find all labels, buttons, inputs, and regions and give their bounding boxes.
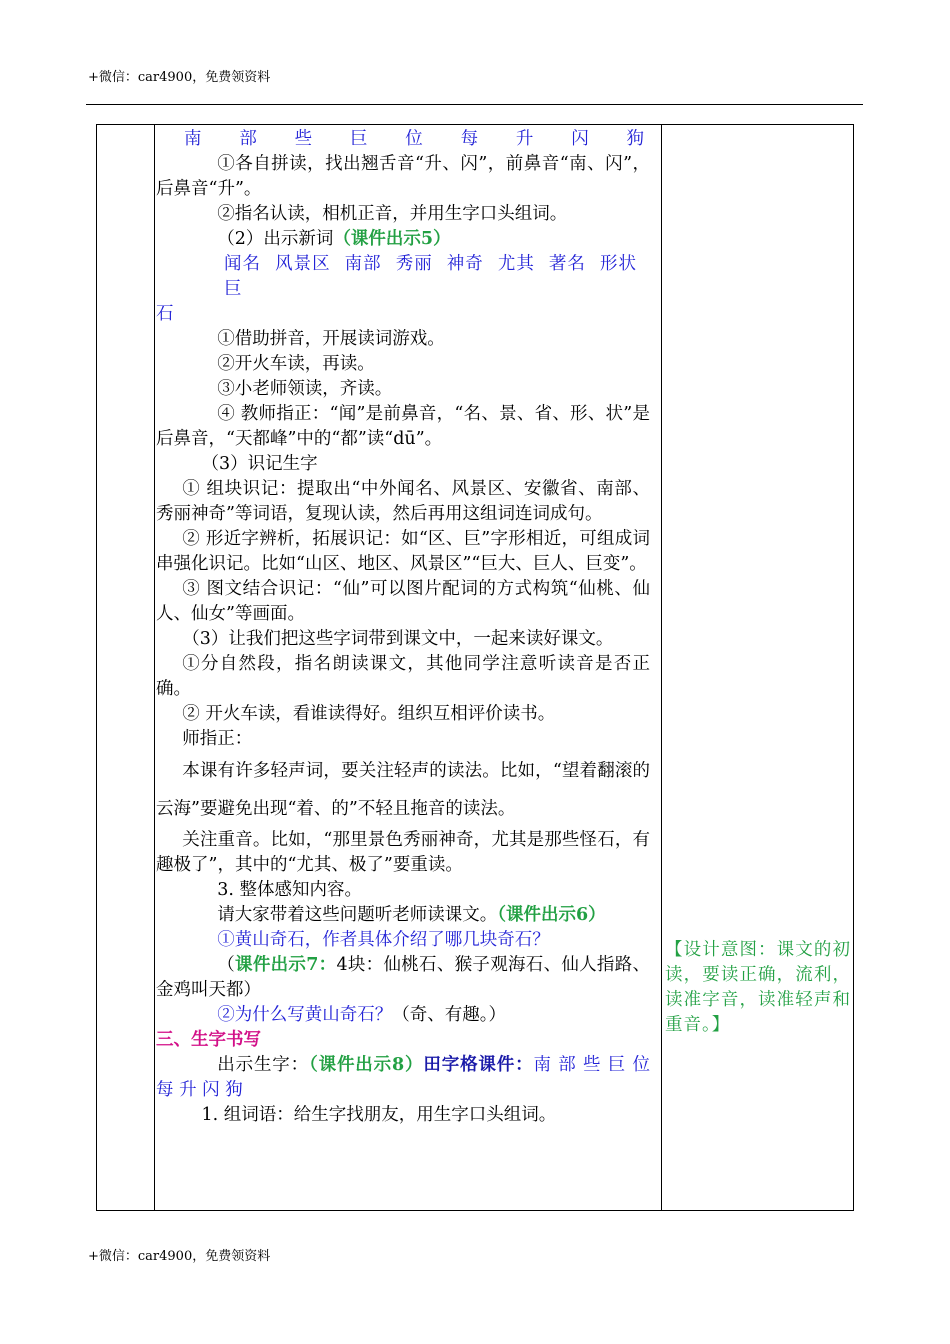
paragraph: 师指正： (182, 729, 253, 749)
word: 尤其 (497, 254, 535, 274)
paragraph: ①借助拼音，开展读词游戏。 (217, 329, 445, 349)
column-divider-left (154, 125, 155, 1210)
new-words-row-tail: 石 (156, 304, 174, 324)
char: 部 (239, 129, 257, 149)
paragraph: 3. 整体感知内容。 (217, 880, 363, 900)
word: 巨 (224, 279, 242, 299)
char: 些 (294, 129, 313, 149)
character-list: 南 部 些 巨 位 每 升 闪 狗 (156, 1055, 651, 1100)
char: 闪 (571, 129, 589, 149)
word: 秀丽 (395, 254, 433, 274)
text-span: （ (217, 955, 236, 975)
char: 狗 (626, 129, 644, 149)
text-span: 请大家带着这些问题听老师读课文。 (217, 905, 498, 925)
paragraph: ①各自拼读，找出翘舌音“升、闪”，前鼻音“南、闪”，后鼻音“升”。 (156, 154, 650, 199)
char: 每 (460, 129, 479, 149)
paragraph (156, 1053, 650, 1103)
paragraph (156, 953, 650, 1003)
word: 闻名 (224, 254, 262, 274)
text-span: ②为什么写黄山奇石？ (217, 1005, 393, 1025)
header-note: +微信：car4900，免费领资料 (88, 70, 271, 85)
question: ①黄山奇石，作者具体介绍了哪几块奇石？ (217, 930, 550, 950)
paragraph: ①分自然段，指名朗读课文，其他同学注意听读音是否正确。 (156, 654, 650, 699)
courseware-tag: 课件出示7： (235, 955, 337, 975)
word: 形状 (599, 254, 636, 274)
word: 风景区 (275, 254, 331, 274)
column-divider-right (661, 125, 662, 1210)
paragraph: ① 组块识记：提取出“中外闻名、风景区、安徽省、南部、秀丽神奇”等词语，复现认读，然后再用这组词连词成句。 (156, 479, 650, 524)
paragraph: 本课有许多轻声词，要关注轻声的读法。比如，“望着翻滚的云海”要避免出现“着、的”不轻且拖音的读法。 (156, 761, 650, 819)
word: 神奇 (446, 254, 484, 274)
char: 南 (184, 129, 202, 149)
design-intent-note: 【设计意图：课文的初读，要读正确，流利，读准字音，读准轻声和重音。】 (665, 940, 851, 1035)
paragraph: 1. 组词语：给生字找朋友，用生字口头组词。 (201, 1105, 557, 1125)
new-characters-row (156, 127, 650, 152)
question (156, 1003, 650, 1028)
courseware-tag: 田字格课件： (423, 1055, 534, 1075)
text-span: （奇、有趣。） (392, 1005, 506, 1025)
text-span: 出示生字： (217, 1055, 309, 1075)
word: 著名 (548, 254, 586, 274)
paragraph: （3）让我们把这些字词带到课文中，一起来读好课文。 (182, 629, 614, 649)
paragraph: 关注重音。比如，“那里景色秀丽神奇，尤其是那些怪石，有趣极了”，其中的“尤其、极了”要重读。 (156, 830, 650, 875)
text-span: 4块：仙桃石、猴子观海石、仙人指路、金鸡叫天都） (156, 955, 651, 1000)
new-words-row (156, 252, 650, 302)
paragraph: ② 形近字辨析，拓展识记：如“区、巨”字形相近，可组成词串强化识记。比如“山区、地区、风景区”“巨大、巨人、巨变”。 (156, 529, 650, 574)
paragraph: ④ 教师指正：“闻”是前鼻音，“名、景、省、形、状”是后鼻音，“天都峰”中的“都”读“dū”。 (156, 404, 650, 449)
text-span: （2）出示新词 (217, 229, 334, 249)
lesson-content (156, 127, 650, 1128)
paragraph: ②开火车读，再读。 (217, 354, 375, 374)
footer-note: +微信：car4900，免费领资料 (88, 1249, 271, 1264)
lesson-table (96, 124, 854, 1211)
courseware-tag: （课件出示6） (497, 905, 606, 925)
char: 位 (405, 129, 423, 149)
section-heading: 三、生字书写 (156, 1030, 261, 1050)
courseware-tag: （课件出示5） (333, 229, 451, 249)
paragraph: （3）识记生字 (201, 454, 318, 474)
char: 升 (515, 129, 534, 149)
header-divider (86, 104, 863, 105)
paragraph: ③小老师领读，齐读。 (217, 379, 393, 399)
paragraph: ② 开火车读，看谁读得好。组织互相评价读书。 (182, 704, 556, 724)
paragraph: ③ 图文结合识记：“仙”可以图片配词的方式构筑“仙桃、仙人、仙女”等画面。 (156, 579, 650, 624)
paragraph (156, 903, 650, 928)
courseware-tag: （课件出示8） (309, 1055, 424, 1075)
char: 巨 (349, 129, 368, 149)
paragraph: ②指名认读，相机正音，并用生字口头组词。 (217, 204, 568, 224)
paragraph (156, 227, 650, 252)
word: 南部 (344, 254, 382, 274)
